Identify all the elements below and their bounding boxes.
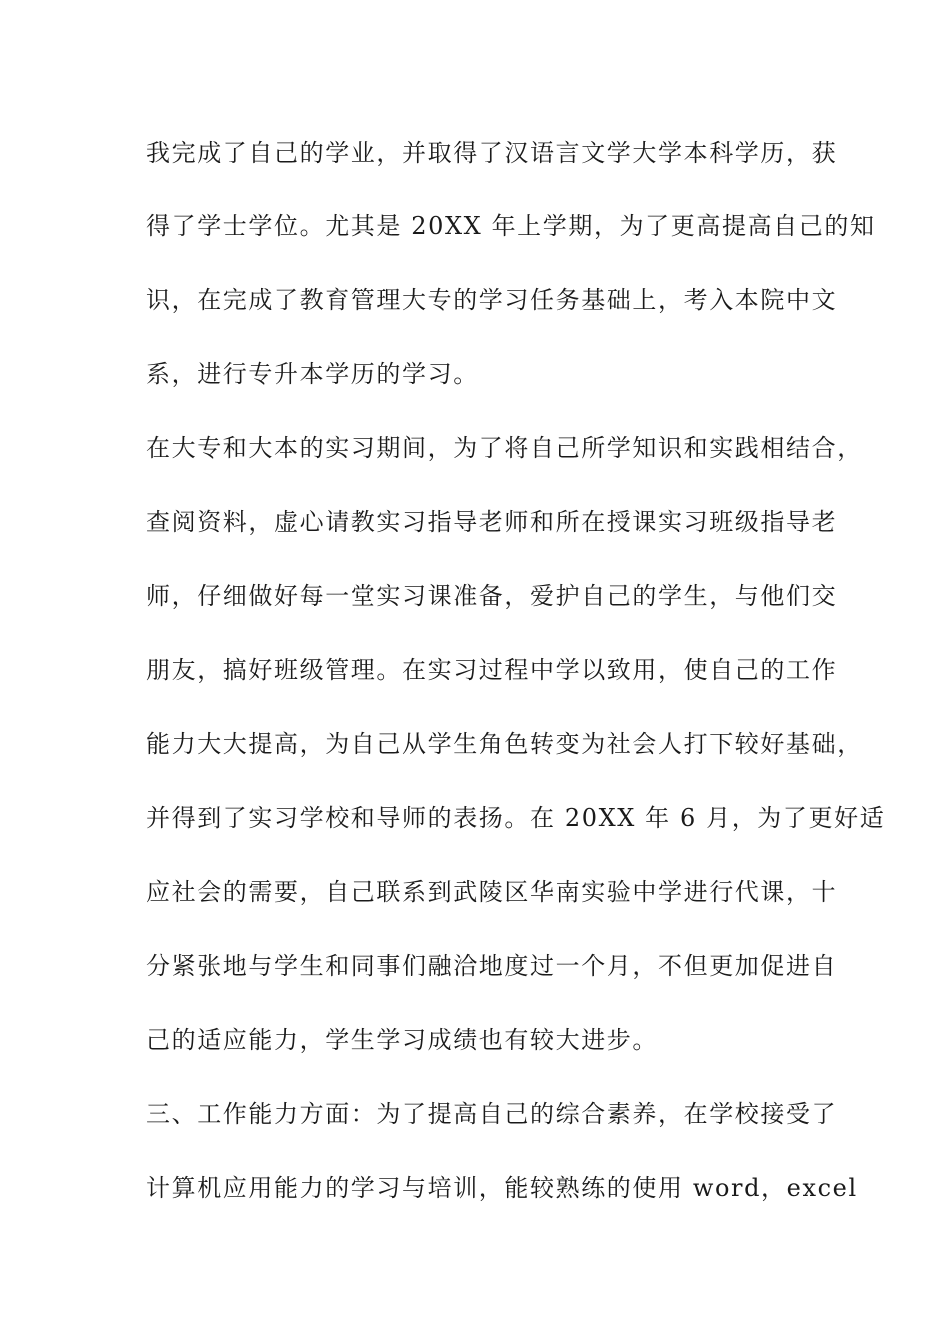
text-line: 三、工作能力方面：为了提高自己的综合素养，在学校接受了 — [146, 1100, 838, 1128]
text-line: 应社会的需要，自己联系到武陵区华南实验中学进行代课，十 — [146, 878, 838, 906]
text-line: 己的适应能力，学生学习成绩也有较大进步。 — [146, 1026, 658, 1054]
text-line: 计算机应用能力的学习与培训，能较熟练的使用 word，excel — [146, 1174, 858, 1202]
text-line: 我完成了自己的学业，并取得了汉语言文学大学本科学历，获 — [146, 139, 838, 167]
text-line: 查阅资料，虚心请教实习指导老师和所在授课实习班级指导老 — [146, 508, 838, 536]
text-line: 识，在完成了教育管理大专的学习任务基础上，考入本院中文 — [146, 286, 838, 314]
text-line: 在大专和大本的实习期间，为了将自己所学知识和实践相结合， — [146, 434, 863, 462]
text-line: 朋友，搞好班级管理。在实习过程中学以致用，使自己的工作 — [146, 656, 838, 684]
text-line: 系，进行专升本学历的学习。 — [146, 360, 479, 388]
text-line: 得了学士学位。尤其是 20XX 年上学期，为了更高提高自己的知 — [146, 212, 876, 240]
text-line: 分紧张地与学生和同事们融洽地度过一个月，不但更加促进自 — [146, 952, 838, 980]
text-line: 能力大大提高，为自己从学生角色转变为社会人打下较好基础， — [146, 730, 863, 758]
text-line: 并得到了实习学校和导师的表扬。在 20XX 年 6 月，为了更好适 — [146, 804, 886, 832]
text-line: 师，仔细做好每一堂实习课准备，爱护自己的学生，与他们交 — [146, 582, 838, 610]
